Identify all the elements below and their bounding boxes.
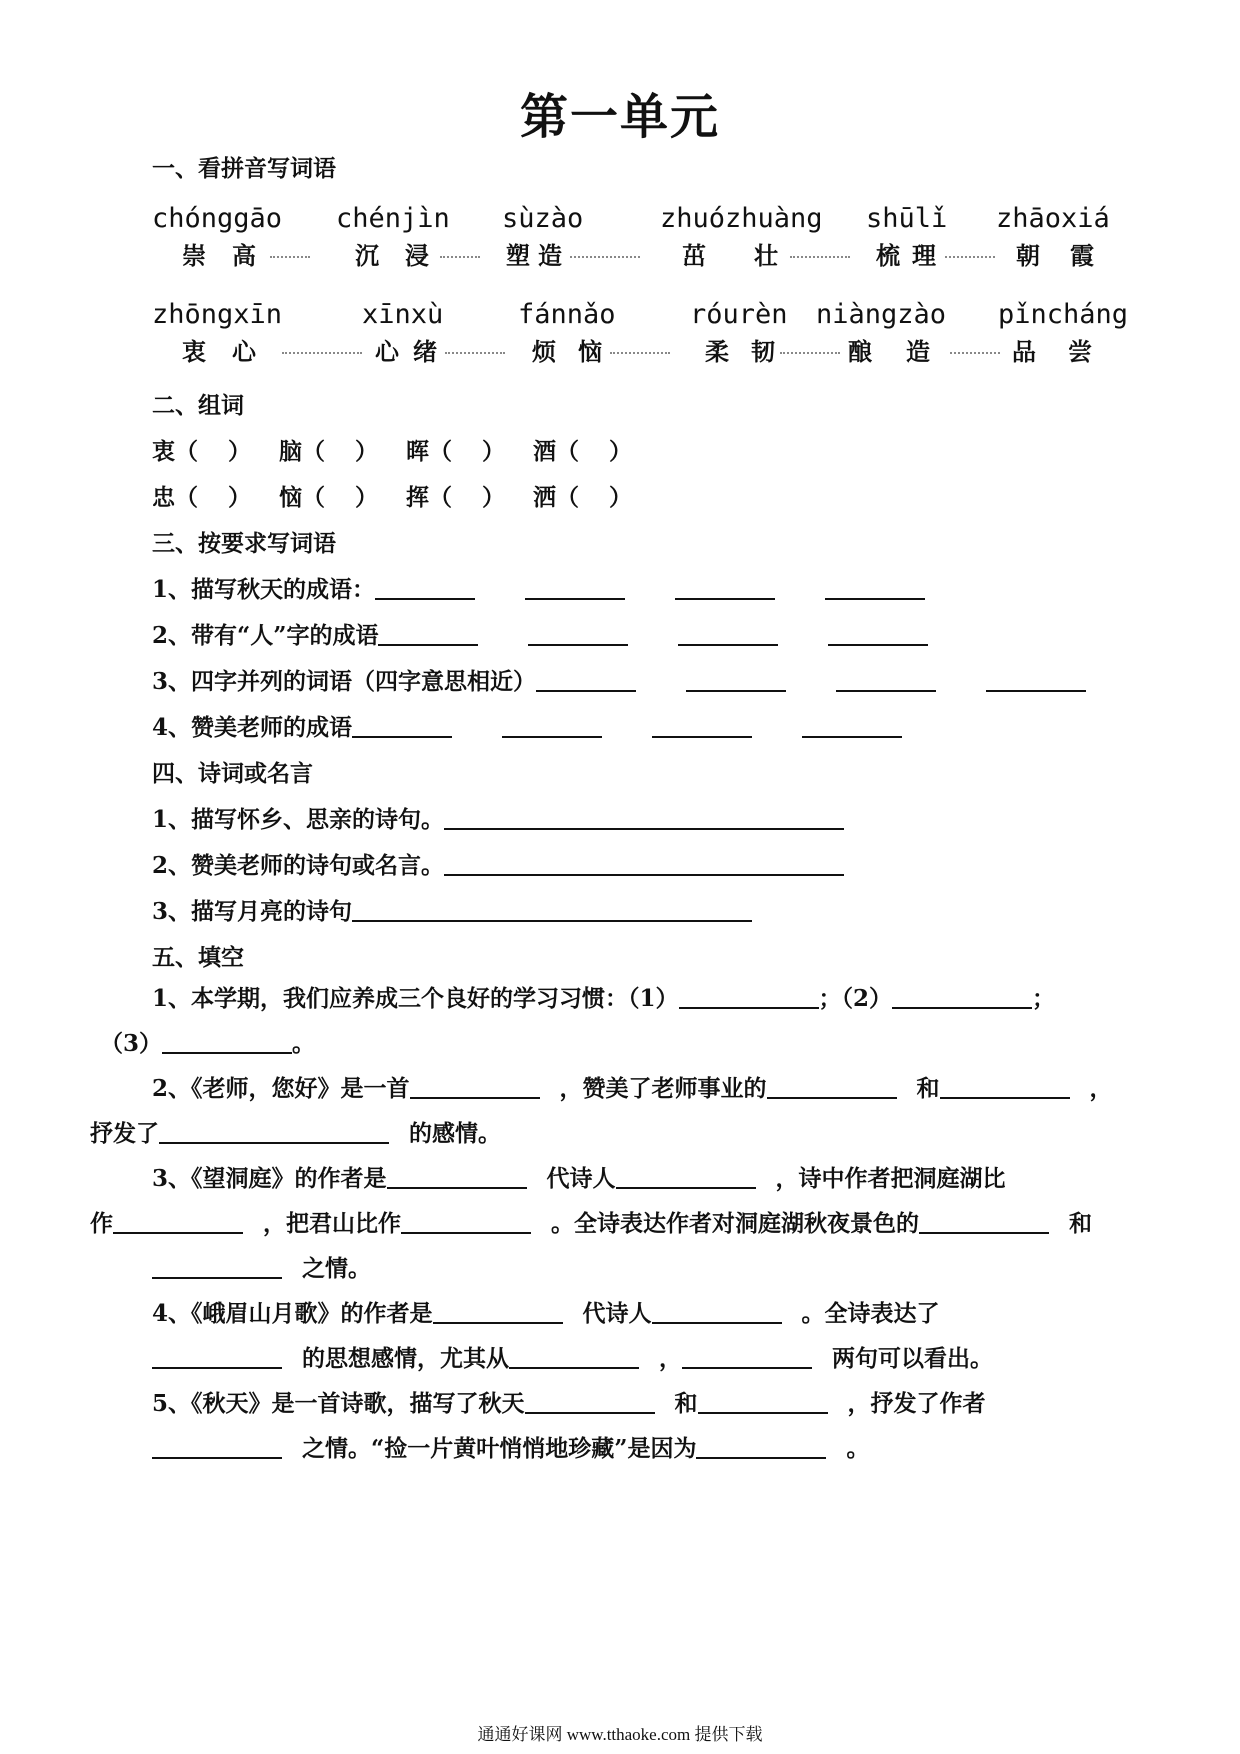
hanzi-6: 朝霞 xyxy=(1016,241,1124,270)
s4-item-1: 1、描写怀乡、思亲的诗句。 xyxy=(152,801,844,834)
pinyin-10: róurèn xyxy=(690,299,788,330)
hanzi-1: 崇高 xyxy=(182,241,282,270)
footer: 通通好课网 www.tthaoke.com 提供下载 xyxy=(477,1725,763,1744)
s5-q4-line1: 4、《峨眉山月歌》的作者是 代诗人 。全诗表达了 xyxy=(152,1300,940,1327)
pinyin-4: zhuózhuàng xyxy=(660,203,823,234)
hanzi-12: 品尝 xyxy=(1012,337,1124,366)
hanzi-8: 心绪 xyxy=(375,337,451,366)
hanzi-7: 衷心 xyxy=(182,337,282,366)
s5-q2-line1: 2、《老师，您好》是一首 ，赞美了老师事业的 和 ， xyxy=(152,1075,1113,1102)
section-5-heading: 五、填空 xyxy=(152,944,244,971)
s5-q4-line2: 的思想感情，尤其从 ， 两句可以看出。 xyxy=(152,1336,993,1381)
pinyin-6: zhāoxiá xyxy=(996,203,1110,234)
s5-q3-line1: 3、《望洞庭》的作者是 代诗人 ，诗中作者把洞庭湖比 xyxy=(152,1165,1006,1192)
s3-item-1: 1、描写秋天的成语： xyxy=(152,571,925,604)
hanzi-3: 塑造 xyxy=(506,241,570,270)
s3-item-3: 3、四字并列的词语（四字意思相近） xyxy=(152,663,1086,696)
s5-q1-line1: 1、本学期，我们应养成三个良好的学习习惯：（1） ；（2） ； xyxy=(152,985,1056,1012)
hanzi-2: 沉浸 xyxy=(355,241,455,270)
s5-q1-line2: （3） 。 xyxy=(100,1030,316,1057)
zuci-row-1: 衷（ ） 脑（ ） 晖（ ） 酒（ ） xyxy=(152,438,633,465)
zuci-row-2: 忠（ ） 恼（ ） 挥（ ） 洒（ ） xyxy=(152,484,633,511)
hanzi-9: 烦恼 xyxy=(532,337,624,366)
s5-q2-line2: 抒发了 的感情。 xyxy=(90,1120,501,1147)
s5-q5-line2: 之情。“捡一片黄叶悄悄地珍藏”是因为 。 xyxy=(152,1426,869,1471)
pinyin-2: chénjìn xyxy=(336,203,450,234)
s3-item-2: 2、带有“人”字的成语 xyxy=(152,617,928,650)
s5-q5-line1: 5、《秋天》是一首诗歌，描写了秋天 和 ，抒发了作者 xyxy=(152,1390,986,1417)
pinyin-9: fánnǎo xyxy=(518,299,616,330)
section-2-heading: 二、组词 xyxy=(152,392,244,419)
hanzi-4: 茁壮 xyxy=(682,241,826,270)
pinyin-7: zhōngxīn xyxy=(152,299,283,330)
s5-q3-line3: 之情。 xyxy=(152,1246,371,1291)
hanzi-5: 梳理 xyxy=(876,241,948,270)
s4-item-3: 3、描写月亮的诗句 xyxy=(152,893,752,926)
s5-q3-line2: 作 ，把君山比作 。全诗表达作者对洞庭湖秋夜景色的 和 xyxy=(90,1210,1092,1237)
pinyin-3: sùzào xyxy=(502,203,584,234)
pinyin-12: pǐncháng xyxy=(998,299,1129,330)
page-title: 第一单元 xyxy=(519,89,720,145)
s4-item-2: 2、赞美老师的诗句或名言。 xyxy=(152,847,844,880)
section-1-heading: 一、看拼音写词语 xyxy=(152,155,336,182)
pinyin-8: xīnxù xyxy=(362,299,444,330)
section-3-heading: 三、按要求写词语 xyxy=(152,530,336,557)
pinyin-5: shūlǐ xyxy=(866,203,948,234)
s3-item-4: 4、赞美老师的成语 xyxy=(152,709,902,742)
hanzi-11: 酿造 xyxy=(848,337,964,366)
pinyin-11: niàngzào xyxy=(816,299,947,330)
hanzi-10: 柔韧 xyxy=(705,337,797,366)
pinyin-1: chónggāo xyxy=(152,203,283,234)
section-4-heading: 四、诗词或名言 xyxy=(152,760,313,787)
